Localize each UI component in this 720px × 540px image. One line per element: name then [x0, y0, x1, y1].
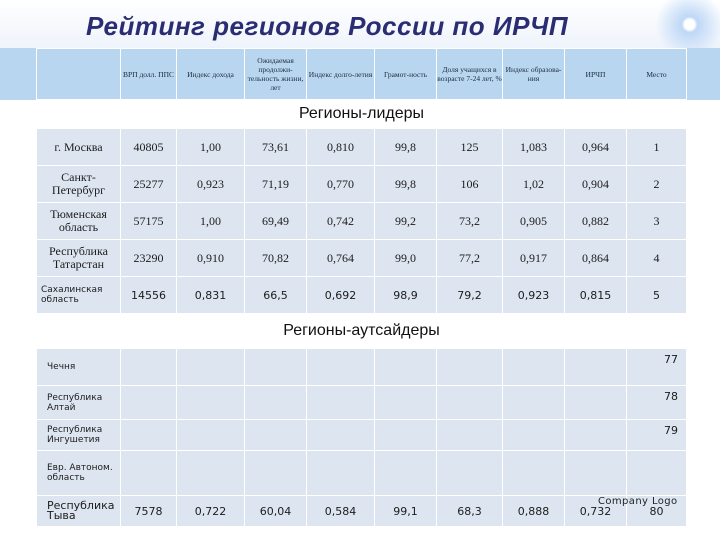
region-name: г. Москва: [37, 129, 121, 166]
column-header: Индекс образова-ния: [503, 49, 565, 100]
place-cell: 79: [627, 420, 687, 451]
table-cell: [245, 451, 307, 496]
table-cell: [437, 349, 503, 386]
table-cell: 0,810: [307, 129, 375, 166]
table-cell: [565, 420, 627, 451]
table-cell: 0,910: [177, 240, 245, 277]
table-cell: 77,2: [437, 240, 503, 277]
table-cell: [245, 386, 307, 420]
region-name: Республика Татарстан: [37, 240, 121, 277]
table-cell: [565, 349, 627, 386]
table-cell: 66,5: [245, 277, 307, 314]
region-name: Сахалинская область: [37, 277, 121, 314]
column-header: Грамот-ность: [375, 49, 437, 100]
column-header: Место: [627, 49, 687, 100]
table-cell: 0,732: [565, 496, 627, 527]
section-row: [37, 100, 687, 129]
table-cell: [375, 386, 437, 420]
table-cell: 125: [437, 129, 503, 166]
table-row: [37, 277, 687, 314]
slide-title: Рейтинг регионов России по ИРЧП: [86, 11, 569, 41]
place-cell: 78: [627, 386, 687, 420]
table-cell: 0,815: [565, 277, 627, 314]
table-cell: [177, 349, 245, 386]
table-row: [37, 349, 687, 386]
table-cell: [503, 420, 565, 451]
table-cell: 23290: [121, 240, 177, 277]
table-cell: 68,3: [437, 496, 503, 527]
table-row: [37, 129, 687, 166]
column-header: Индекс долго-летия: [307, 49, 375, 100]
table-cell: [177, 386, 245, 420]
table-cell: 0,923: [503, 277, 565, 314]
table-cell: 98,9: [375, 277, 437, 314]
table-cell: [307, 386, 375, 420]
table-cell: [177, 451, 245, 496]
table-row: [37, 386, 687, 420]
region-name: Чечня: [37, 349, 121, 386]
table-cell: 70,82: [245, 240, 307, 277]
table-cell: 0,905: [503, 203, 565, 240]
table-cell: [177, 420, 245, 451]
table-cell: 79,2: [437, 277, 503, 314]
table-row: [37, 240, 687, 277]
table-cell: 7578: [121, 496, 177, 527]
table-cell: 60,04: [245, 496, 307, 527]
table-cell: 0,584: [307, 496, 375, 527]
table-cell: [375, 349, 437, 386]
section-title-leaders: Регионы-лидеры: [37, 100, 687, 129]
table-cell: 0,831: [177, 277, 245, 314]
table-cell: 0,764: [307, 240, 375, 277]
table-cell: 1,083: [503, 129, 565, 166]
table-cell: 1,02: [503, 166, 565, 203]
table-cell: [503, 386, 565, 420]
region-name: Санкт-Петербург: [37, 166, 121, 203]
table-cell: [437, 451, 503, 496]
table-cell: 0,964: [565, 129, 627, 166]
table-cell: 3: [627, 203, 687, 240]
company-logo: Company Logo: [598, 496, 678, 507]
table-cell: 4: [627, 240, 687, 277]
table-cell: [121, 420, 177, 451]
table-cell: [565, 386, 627, 420]
table-cell: 0,923: [177, 166, 245, 203]
table-cell: 0,882: [565, 203, 627, 240]
table-cell: 1,00: [177, 129, 245, 166]
table-cell: [245, 420, 307, 451]
table-cell: 0,917: [503, 240, 565, 277]
table-cell: 99,8: [375, 166, 437, 203]
table-cell: [307, 420, 375, 451]
table-cell: [437, 386, 503, 420]
table-cell: 1,00: [177, 203, 245, 240]
section-row: [37, 314, 687, 349]
table-row: [37, 451, 687, 496]
table-cell: 99,8: [375, 129, 437, 166]
table-row: [37, 203, 687, 240]
table-cell: 99,0: [375, 240, 437, 277]
table-cell: 25277: [121, 166, 177, 203]
table-cell: 73,2: [437, 203, 503, 240]
table-cell: 14556: [121, 277, 177, 314]
table-row: [37, 496, 687, 527]
section-title-outsiders: Регионы-аутсайдеры: [37, 314, 687, 349]
column-header: [37, 49, 121, 100]
region-name: Республика Тыва: [37, 496, 121, 527]
place-cell: 77: [627, 349, 687, 386]
table-cell: 106: [437, 166, 503, 203]
table-cell: [121, 451, 177, 496]
column-header: Ожидаемая продолжи-тельность жизни, лет: [245, 49, 307, 100]
header-row: [37, 49, 687, 100]
region-name: Евр. Автоном. область: [37, 451, 121, 496]
table-cell: [503, 349, 565, 386]
table-cell: [121, 349, 177, 386]
table-cell: 40805: [121, 129, 177, 166]
region-name: Республика Ингушетия: [37, 420, 121, 451]
place-cell: 80: [627, 496, 687, 527]
table-cell: [375, 420, 437, 451]
region-name: Республика Алтай: [37, 386, 121, 420]
column-header: ИРЧП: [565, 49, 627, 100]
table-cell: [121, 386, 177, 420]
table-cell: [375, 451, 437, 496]
table-cell: 5: [627, 277, 687, 314]
table-cell: [307, 451, 375, 496]
table-cell: 0,864: [565, 240, 627, 277]
place-cell: [627, 451, 687, 496]
table-cell: 0,904: [565, 166, 627, 203]
table-cell: [503, 451, 565, 496]
table-cell: 71,19: [245, 166, 307, 203]
table-cell: 0,722: [177, 496, 245, 527]
column-header: Индекс дохода: [177, 49, 245, 100]
table-cell: 99,2: [375, 203, 437, 240]
table-cell: 2: [627, 166, 687, 203]
table-cell: 0,692: [307, 277, 375, 314]
column-header: Доля учащихся в возрасте 7-24 лет, %: [437, 49, 503, 100]
table-cell: 0,770: [307, 166, 375, 203]
table-cell: [565, 451, 627, 496]
table-cell: 1: [627, 129, 687, 166]
table-cell: [307, 349, 375, 386]
table-row: [37, 420, 687, 451]
column-header: ВРП долл. ППС: [121, 49, 177, 100]
region-name: Тюменская область: [37, 203, 121, 240]
table-cell: 73,61: [245, 129, 307, 166]
table-cell: 69,49: [245, 203, 307, 240]
table-cell: 0,742: [307, 203, 375, 240]
table-row: [37, 166, 687, 203]
table-cell: 99,1: [375, 496, 437, 527]
table-cell: 57175: [121, 203, 177, 240]
table-cell: 0,888: [503, 496, 565, 527]
rating-table: [36, 48, 687, 527]
table-cell: [437, 420, 503, 451]
table-cell: [245, 349, 307, 386]
